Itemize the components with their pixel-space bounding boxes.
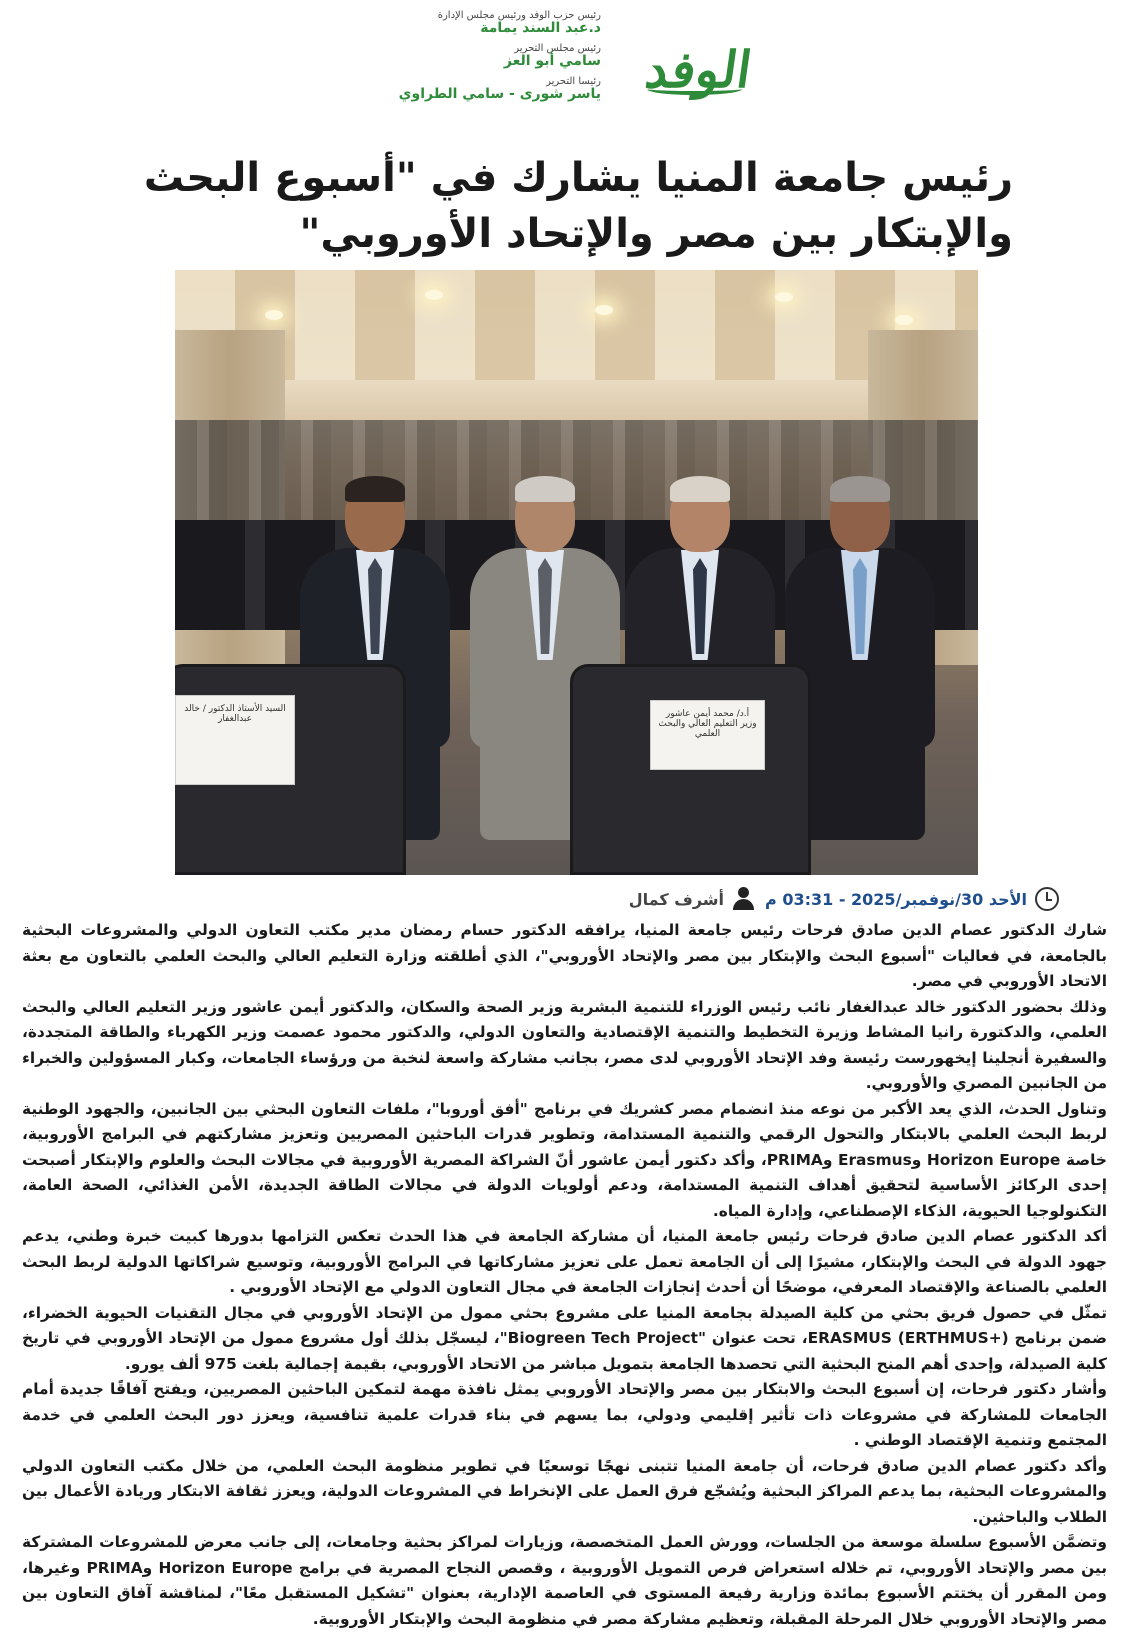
wafd-logo[interactable]: الوفد	[641, 40, 756, 99]
article-paragraph: تمثّل في حصول فريق بحثي من كلية الصيدلة بجامعة المنيا على مشروع بحثي ممول من الإتحاد الأوروبي في مجال التقنيات الحيوية الخضراء، ضمن برنامج ERASMUS (ERTHMUS+)، تحت عنوان "Biogreen Tech Project"، ليسجّل بذلك أول مشروع ممول من الإتحاد الأوروبي في تاريخ كلية الصيدلة، وإحدى أهم المنح البحثية التي تحصدها الجامعة بتمويل مباشر من الاتحاد الأوروبي، بقيمة إجمالية بلغت 975 ألف يورو.	[22, 1303, 1107, 1373]
article-paragraph: وتضمَّن الأسبوع سلسلة موسعة من الجلسات، وورش العمل المتخصصة، وزيارات لمراكز بحثية وجامعات، إلى جانب معرض للمشروعات المشتركة بين مصر والإتحاد الأوروبي، تم خلاله استعراض فرص التمويل الأوروبية ، وقصص النجاح المصرية في برامج Horizon Europe وPRIMA وغيرها، ومن المقرر أن يختتم الأسبوع بمائدة وزارية رفيعة المستوى في العاصمة الإدارية، بعنوان "تشكيل المستقبل معًا"، لمناقشة آفاق التعاون بين مصر والإتحاد الأوروبي خلال المرحلة المقبلة، وتعظيم مشاركة مصر في منظومة البحث والإبتكار الأوروبية.	[22, 1533, 1107, 1628]
credit-role: رئيسا التحرير	[546, 75, 601, 87]
publish-date: الأحد 30/نوفمبر/2025 - 03:31 م	[765, 889, 1027, 909]
credit-role: رئيس حزب الوفد ورئيس مجلس الإدارة	[437, 10, 601, 21]
article-paragraph: وذلك بحضور الدكتور خالد عبدالغفار نائب رئيس الوزراء للتنمية البشرية وزير الصحة والسكان، والدكتور أيمن عاشور وزير التعليم العالي والبحث العلمي، والدكتورة رانيا المشاط وزيرة التخطيط والتنمية الإقتصادية والتعاون الدولي، والدكتور محمود عصمت وزير الكهرباء والطاقة المتجددة، والسفيرة أنجلينا إيخهورست رئيسة وفد الإتحاد الأوروبي لدى مصر، بجانب مشاركة واسعة لنخبة من ورؤساء الجامعات، وكبار المسؤولين والخبراء من الجانبين المصري والأوروبي.	[22, 997, 1107, 1092]
name-sign-left: السيد الأستاذ الدكتور / خالد عبدالغفار	[175, 695, 295, 785]
name-sign-right: أ.د/ محمد أيمن عاشور وزير التعليم العالي والبحث العلمي	[650, 700, 765, 770]
date-block	[765, 887, 1059, 911]
article-headline: رئيس جامعة المنيا يشارك في "أسبوع البحث والإبتكار بين مصر والإتحاد الأوروبي"	[143, 155, 1013, 257]
article-paragraph: وأكد دكتور عصام الدين صادق فرحات، أن جامعة المنيا تتبنى نهجًا توسعيًا في تطوير منظومة البحث العلمي، من خلال مكتب التعاون الدولي والمشروعات البحثية، بما يدعم المراكز البحثية ويُشجّع فرق العمل على الإنخراط في المشروعات الدولية، ويعزز ثقافة الابتكار وريادة الأعمال بين الطلاب والباحثين.	[22, 1456, 1107, 1526]
author-name[interactable]: أشرف كمال	[628, 889, 724, 909]
clock-icon	[1035, 887, 1059, 911]
article-paragraph: أكد الدكتور عصام الدين صادق فرحات رئيس جامعة المنيا، أن مشاركة الجامعة في هذا الحدث تعكس التزامها بدورها كبيت خبرة وطني، يدعم جهود الدولة في البحث والإبتكار، مشيرًا إلى أن الجامعة تعمل على تعزيز مشاركاتها في البرامج الأوروبية، وتوسيع شراكاتها الدولية لربط البحث العلمي بالصناعة والإقتصاد المعرفي، موضحًا أن أحدث إنجازات الجامعة في مجال التعاون الدولي مع الإتحاد الأوروبي .	[22, 1227, 1107, 1296]
article-paragraph: شارك الدكتور عصام الدين صادق فرحات رئيس جامعة المنيا، يرافقه الدكتور حسام رمضان مدير مكتب التعاون الدولي والمشروعات البحثية بالجامعة، في فعاليات "أسبوع البحث والإبتكار بين مصر والإتحاد الأوروبي"، الذي أطلقته وزارة التعليم العالي والبحث العلمي بالتعاون مع بعثة الاتحاد الأوروبي في مصر.	[22, 921, 1107, 990]
user-icon	[732, 887, 754, 911]
masthead-credits	[399, 10, 601, 109]
article-body	[22, 918, 1107, 1632]
credit-name: سامي أبو العز	[503, 53, 601, 70]
credit-name: ياسر شورى - سامي الطراوي	[398, 85, 601, 102]
credit-name: د.عبد السند يمامة	[480, 20, 601, 37]
article-photo	[175, 270, 978, 875]
author-block[interactable]	[629, 887, 754, 911]
credit-role: رئيس مجلس التحرير	[514, 42, 601, 54]
article-paragraph: وتناول الحدث، الذي يعد الأكبر من نوعه منذ انضمام مصر كشريك في برنامج "أفق أوروبا"، ملفات التعاون البحثي بين الجانبين، والجهود الوطنية لربط البحث العلمي بالابتكار والتحول الرقمي والتنمية المستدامة، وتطوير قدرات الباحثين المصريين وتعزيز مشاركتهم في البرامج الأوروبية، خاصة Horizon Europe وErasmus وPRIMA، وأكد دكتور أيمن عاشور أنّ الشراكة المصرية الأوروبية في مجالات البحث والعلوم والإبتكار أصبحت إحدى الركائز الأساسية لتحقيق أهداف التنمية المستدامة، ودعم أولويات الدولة في مجالات الطاقة الجديدة، الأمن الغذائي، الصحة العامة، التكنولوجيا الحيوية، الذكاء الإصطناعي، وإدارة المياه.	[22, 1099, 1107, 1220]
article-meta	[40, 887, 1059, 917]
article-paragraph: وأشار دكتور فرحات، إن أسبوع البحث والابتكار بين مصر والإتحاد الأوروبي يمثل نافذة مهمة لتمكين الباحثين المصريين، ويفتح آفاقًا جديدة أمام الجامعات للمشاركة في مشروعات ذات تأثير إقليمي ودولي، بما يسهم في بناء قدرات علمية تنافسية، ويعزز دور البحث العلمي في خدمة المجتمع وتنمية الإقتصاد الوطني .	[22, 1380, 1107, 1449]
masthead	[391, 6, 756, 126]
